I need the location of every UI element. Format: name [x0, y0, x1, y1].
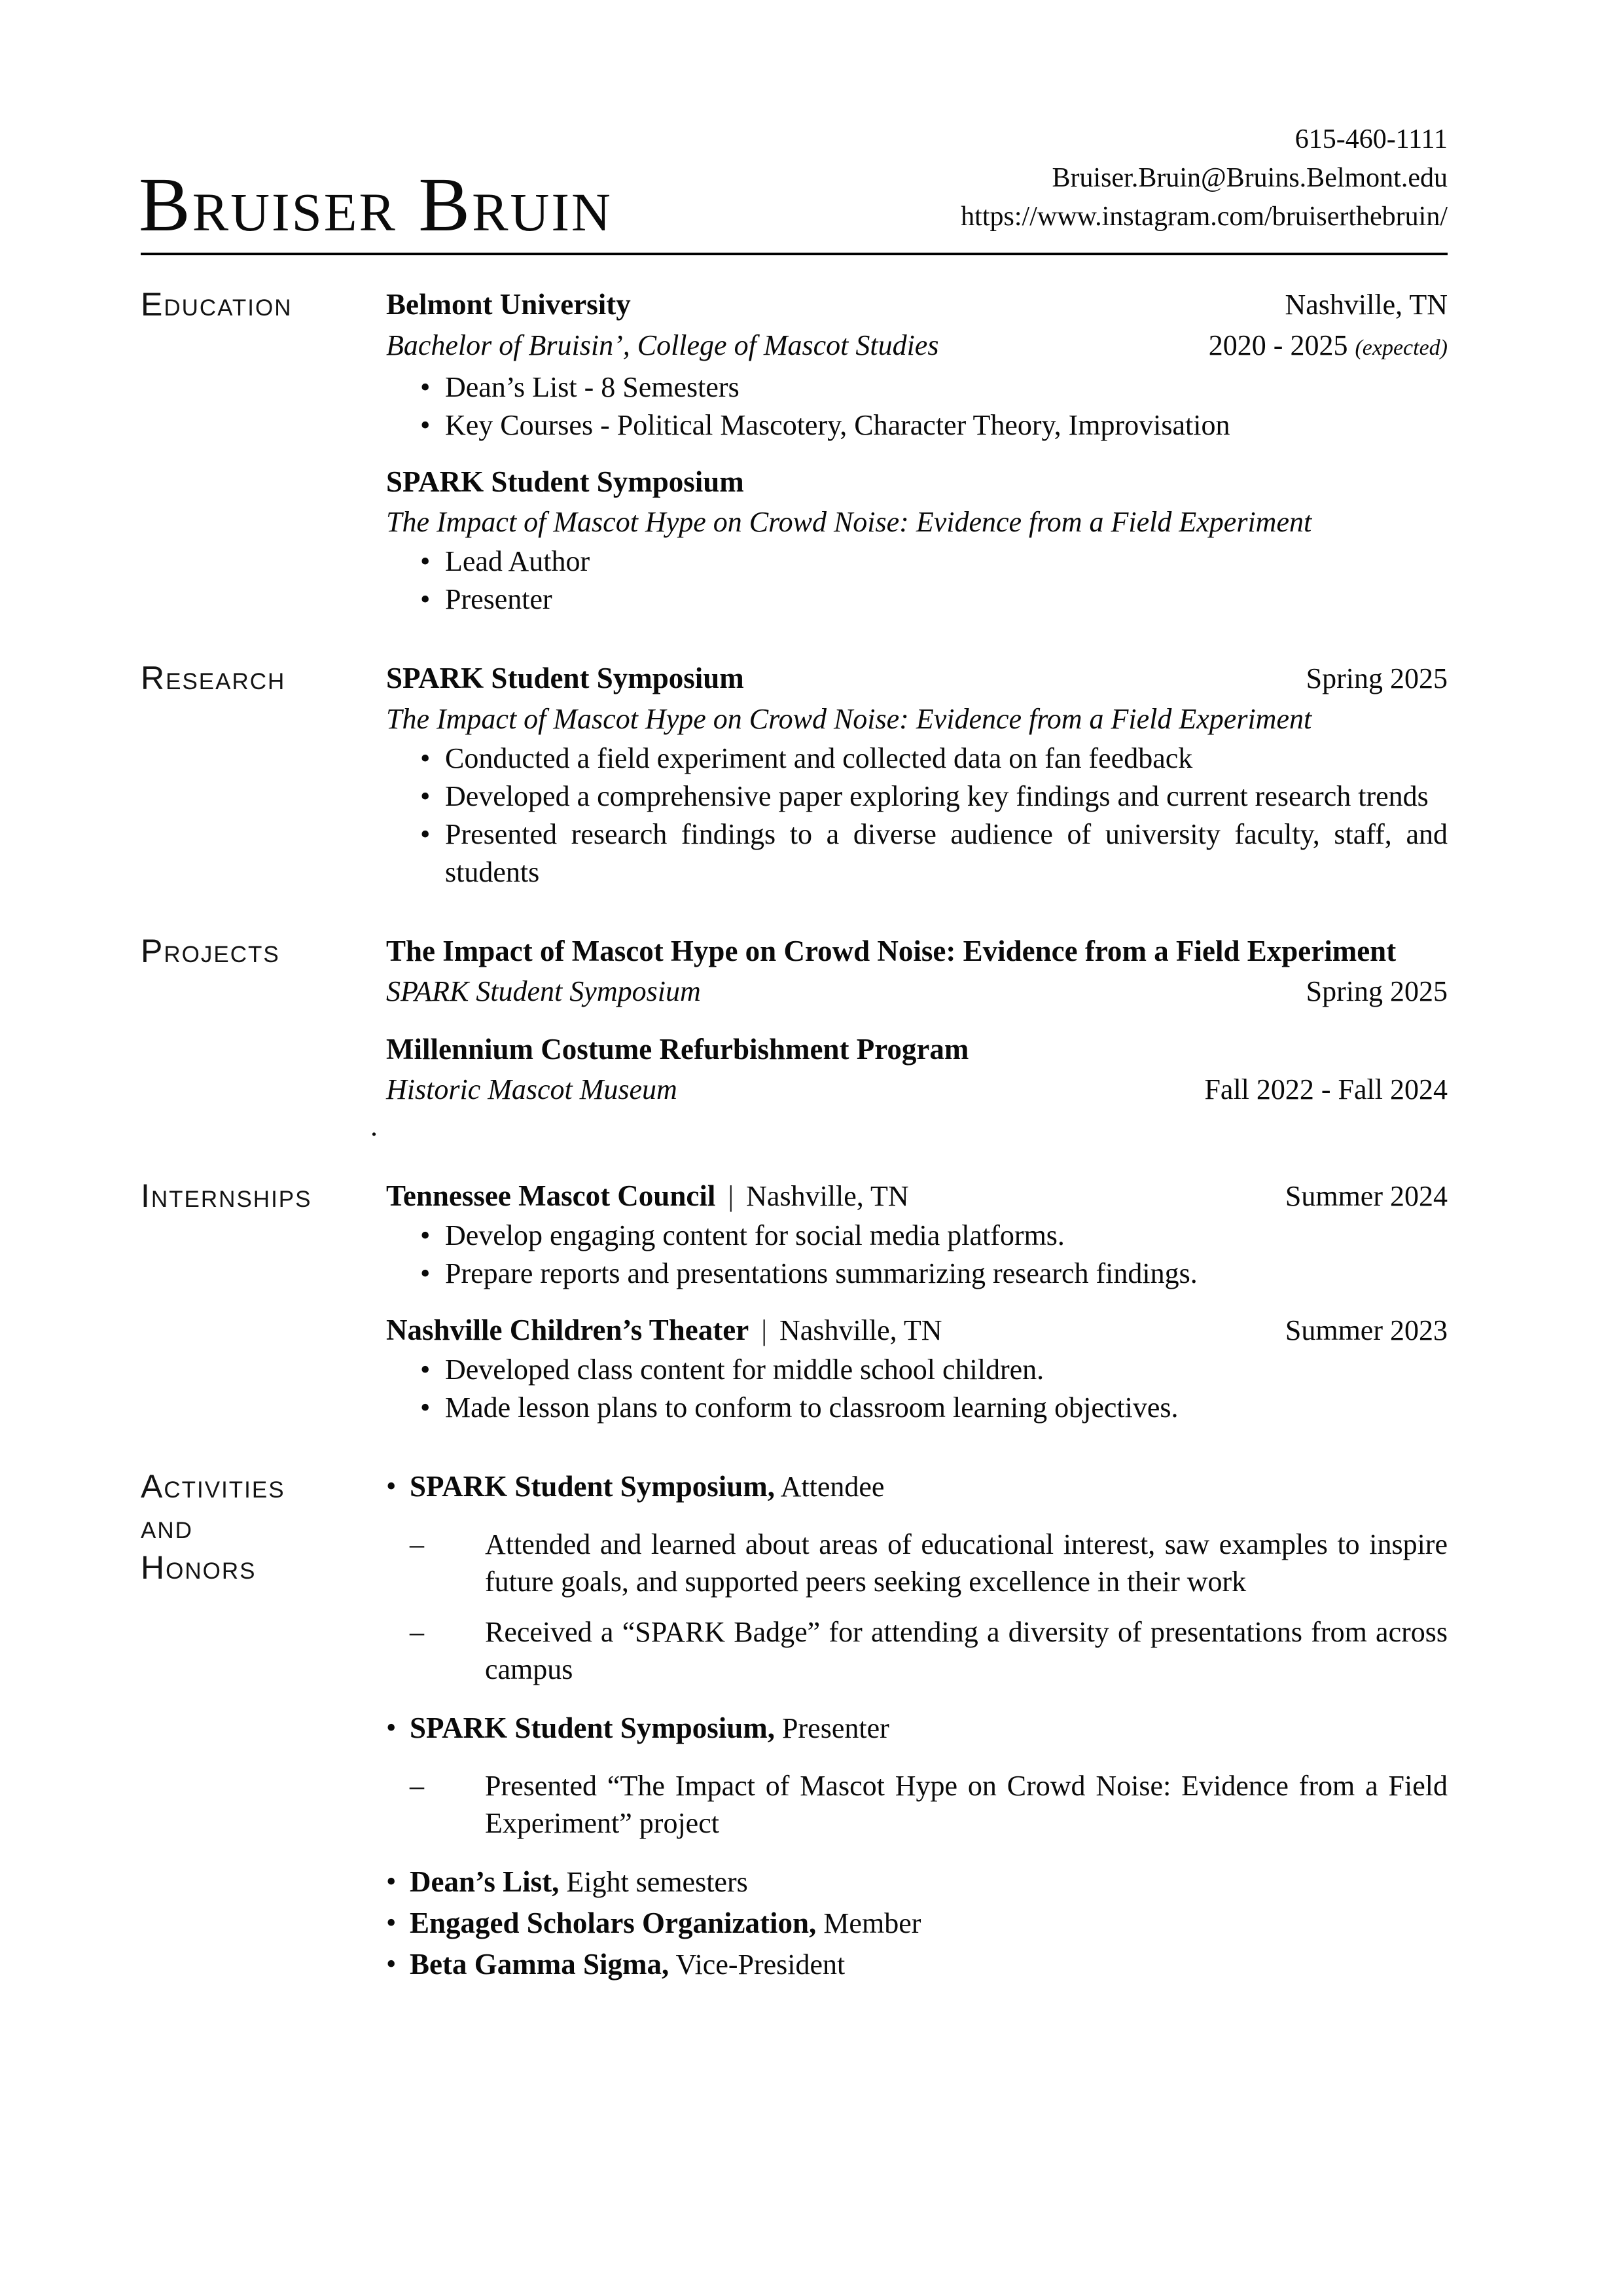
heading-line: Honors	[141, 1549, 257, 1586]
list-item-text: Conducted a field experiment and collected data on fan feedback	[445, 742, 1193, 774]
list-item	[386, 406, 1448, 444]
honor-name: Beta Gamma Sigma,	[410, 1948, 669, 1981]
list-item-text: Developed class content for middle school children.	[445, 1354, 1044, 1386]
bullet-icon: •	[420, 818, 431, 850]
entry-bullet-list	[386, 368, 1448, 444]
person-name: Bruiser Bruin	[139, 162, 613, 247]
entry-subheader	[386, 699, 1448, 740]
subitem-text: Received a “SPARK Badge” for attending a diversity of presentations from across campus	[485, 1616, 1448, 1685]
dash-icon: –	[410, 1616, 424, 1648]
dash-icon: –	[410, 1528, 424, 1560]
contact-email: Bruiser.Bruin@Bruins.Belmont.edu	[1052, 163, 1448, 193]
honor-item-spark-presenter	[386, 1708, 1448, 1842]
honor-name: SPARK Student Symposium,	[410, 1712, 776, 1744]
list-item-text: Developed a comprehensive paper exploring key findings and current research trends	[445, 780, 1429, 812]
honor-item-deans-list	[386, 1861, 1448, 1903]
entry-degree: Bachelor of Bruisin’, College of Mascot Studies	[386, 329, 939, 361]
list-item	[386, 581, 1448, 619]
contact-block	[961, 120, 1448, 236]
entry-subheader	[386, 502, 1448, 543]
honor-name: SPARK Student Symposium,	[410, 1470, 776, 1503]
honor-item-engaged-scholars	[386, 1903, 1448, 1944]
entry-subheader	[386, 325, 1448, 368]
internship-entry-tennessee	[386, 1175, 1448, 1293]
list-item	[386, 1255, 1448, 1293]
list-item-text: Prepare reports and presentations summarizing research findings.	[445, 1257, 1198, 1289]
entry-bullet-list	[386, 1217, 1448, 1293]
contact-website: https://www.instagram.com/bruiserthebruin/	[961, 202, 1448, 232]
section-content-activities	[386, 1466, 1448, 1985]
section-content-research	[386, 658, 1448, 891]
list-item-text: Key Courses - Political Mascotery, Character Theory, Improvisation	[445, 409, 1230, 441]
list-item	[386, 778, 1448, 816]
bullet-icon: •	[420, 780, 431, 812]
section-content-projects	[370, 931, 1448, 1142]
list-item-text: Presenter	[445, 583, 552, 615]
entry-location: Nashville, TN	[746, 1180, 909, 1212]
entry-title-group	[386, 1310, 942, 1351]
bullet-icon: •	[420, 742, 431, 774]
bullet-icon: •	[420, 1219, 431, 1251]
section-heading-projects: Projects	[141, 933, 280, 969]
project-title: Millennium Costume Refurbishment Program	[386, 1033, 969, 1066]
entry-title-group	[386, 1175, 909, 1217]
project-date: Spring 2025	[1306, 975, 1448, 1007]
bullet-icon: •	[386, 1907, 397, 1939]
entry-title: SPARK Student Symposium	[386, 465, 744, 498]
heading-line: and	[141, 1509, 193, 1545]
list-item	[386, 1389, 1448, 1427]
honor-subitem	[410, 1613, 1448, 1688]
project-entry-impact	[386, 931, 1448, 1012]
bullet-icon: •	[420, 371, 431, 403]
entry-title: Tennessee Mascot Council	[386, 1179, 716, 1212]
entry-title: Nashville Children’s Theater	[386, 1314, 749, 1346]
bullet-icon: •	[420, 1257, 431, 1289]
entry-bullet-list	[386, 740, 1448, 891]
entry-date: Summer 2023	[1285, 1314, 1448, 1346]
honor-item-beta-gamma-sigma	[386, 1944, 1448, 1985]
list-item	[386, 368, 1448, 406]
bullet-icon: •	[386, 1948, 397, 1980]
entry-header	[386, 658, 1448, 699]
list-item-text: Lead Author	[445, 545, 590, 577]
section-heading-activities	[141, 1466, 386, 1588]
list-item	[386, 1351, 1448, 1389]
bullet-icon: •	[420, 583, 431, 615]
bullet-icon: •	[420, 545, 431, 577]
project-org: Historic Mascot Museum	[386, 1073, 677, 1105]
resume-header	[0, 0, 1623, 253]
entry-date: Spring 2025	[1306, 662, 1448, 694]
honor-subitem	[410, 1526, 1448, 1600]
pipe-separator: |	[761, 1314, 768, 1346]
contact-phone: 615-460-1111	[1294, 124, 1448, 154]
internship-entry-nashville	[386, 1310, 1448, 1427]
entry-subheader	[386, 1069, 1448, 1110]
entry-bullet-list	[386, 1351, 1448, 1427]
list-item-text: Presented research findings to a diverse audience of university faculty, staff, and students	[445, 818, 1448, 888]
entry-dates	[1183, 325, 1448, 368]
section-internships	[141, 1175, 1448, 1427]
header-divider	[141, 253, 1448, 255]
date-range: 2020 - 2025	[1208, 329, 1348, 361]
entry-location: Nashville, TN	[1285, 289, 1448, 321]
education-entry-spark	[386, 461, 1448, 619]
section-content-internships	[386, 1175, 1448, 1427]
list-item	[386, 543, 1448, 581]
entry-bullet-list	[386, 543, 1448, 619]
honor-subitem	[410, 1767, 1448, 1842]
bullet-icon: •	[386, 1712, 397, 1744]
section-education	[141, 284, 1448, 619]
entry-header	[386, 284, 1448, 325]
section-heading-internships: Internships	[141, 1177, 312, 1214]
section-activities-honors	[141, 1466, 1448, 1985]
honor-role: Presenter	[782, 1712, 889, 1744]
dash-icon: –	[410, 1770, 424, 1802]
list-item	[386, 740, 1448, 778]
education-entry-belmont	[386, 284, 1448, 444]
bullet-icon: •	[420, 409, 431, 441]
entry-title: SPARK Student Symposium	[386, 662, 744, 694]
section-heading-research: Research	[141, 660, 286, 696]
entry-date: Summer 2024	[1285, 1180, 1448, 1212]
honor-item-spark-attendee	[386, 1466, 1448, 1688]
section-projects	[141, 931, 1448, 1142]
entry-header	[386, 931, 1448, 971]
stray-period: .	[370, 1110, 378, 1142]
list-item	[386, 816, 1448, 891]
project-date: Fall 2022 - Fall 2024	[1204, 1073, 1448, 1105]
honor-role: Member	[823, 1907, 921, 1939]
section-research	[141, 658, 1448, 891]
project-org: SPARK Student Symposium	[386, 975, 701, 1007]
project-entry-millennium	[386, 1029, 1448, 1110]
date-note: (expected)	[1355, 336, 1448, 360]
section-heading-education: Education	[141, 286, 293, 323]
subitem-text: Attended and learned about areas of educational interest, saw examples to inspire future goals, and supported peers seeking excellence in their work	[485, 1528, 1448, 1598]
entry-header	[386, 1029, 1448, 1069]
heading-line: Activities	[141, 1468, 285, 1505]
resume-body	[141, 284, 1448, 1985]
honors-list	[386, 1466, 1448, 1985]
entry-location: Nashville, TN	[779, 1314, 942, 1346]
entry-title: Belmont University	[386, 288, 631, 321]
section-content-education	[386, 284, 1448, 619]
paper-title: The Impact of Mascot Hype on Crowd Noise: Evidence from a Field Experiment	[386, 703, 1312, 735]
paper-title: The Impact of Mascot Hype on Crowd Noise: Evidence from a Field Experiment	[386, 506, 1312, 538]
project-title: The Impact of Mascot Hype on Crowd Noise: Evidence from a Field Experiment	[386, 935, 1397, 967]
research-entry-spark	[386, 658, 1448, 891]
list-item-text: Made lesson plans to conform to classroom learning objectives.	[445, 1391, 1179, 1424]
honor-role: Vice-President	[675, 1948, 846, 1981]
entry-header	[386, 1310, 1448, 1351]
bullet-icon: •	[420, 1391, 431, 1424]
entry-header	[386, 1175, 1448, 1217]
bullet-icon: •	[386, 1470, 397, 1502]
entry-subheader	[386, 971, 1448, 1012]
list-item-text: Dean’s List - 8 Semesters	[445, 371, 740, 403]
subitem-text: Presented “The Impact of Mascot Hype on Crowd Noise: Evidence from a Field Experiment” project	[485, 1770, 1448, 1839]
honor-role: Attendee	[780, 1471, 885, 1503]
honor-name: Engaged Scholars Organization,	[410, 1907, 817, 1939]
honor-name: Dean’s List,	[410, 1865, 560, 1898]
pipe-separator: |	[728, 1180, 734, 1212]
honor-role: Eight semesters	[566, 1866, 748, 1898]
list-item	[386, 1217, 1448, 1255]
list-item-text: Develop engaging content for social media platforms.	[445, 1219, 1065, 1251]
bullet-icon: •	[420, 1354, 431, 1386]
entry-header	[386, 461, 1448, 502]
bullet-icon: •	[386, 1865, 397, 1897]
